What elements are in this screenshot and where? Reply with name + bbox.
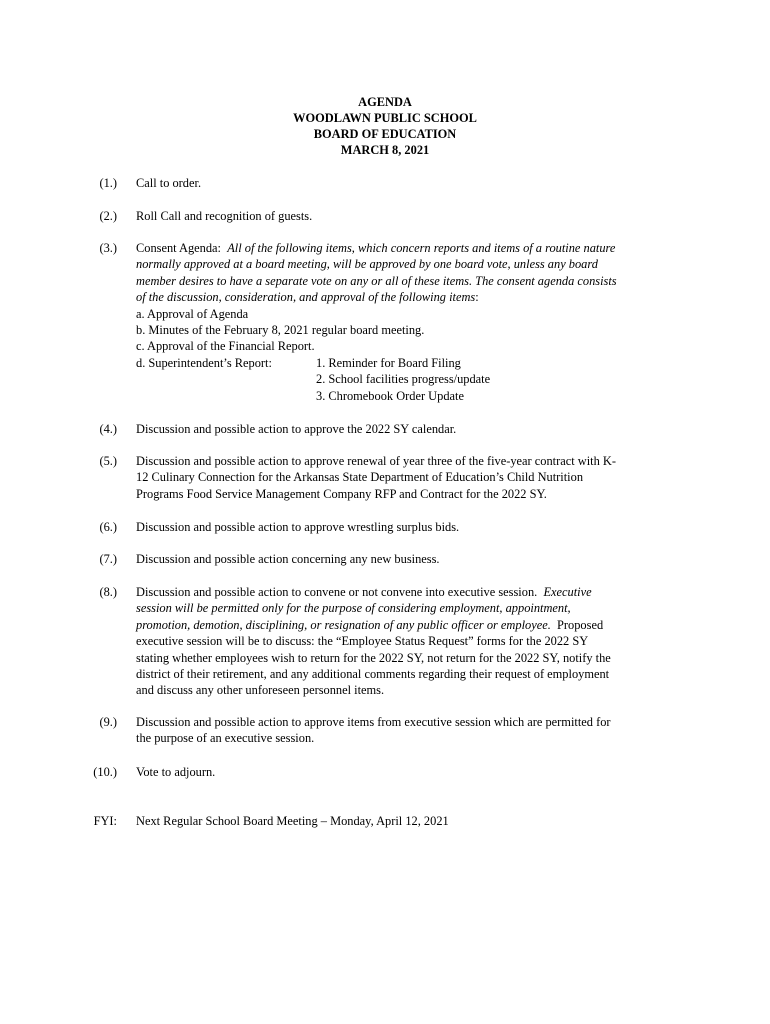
- item-text-line-3: Programs Food Service Management Company RFP and Contract for the 2022 SY.: [136, 486, 547, 501]
- meeting-date: MARCH 8, 2021: [340, 143, 430, 157]
- doc-title: AGENDA: [358, 95, 412, 109]
- consent-desc-2: normally approved at a board meeting, will be approved by one board vote, unless any board: [136, 257, 598, 272]
- fyi-label: FYI:: [93, 814, 117, 828]
- item-number: (3.): [99, 241, 117, 255]
- consent-item-d: [136, 355, 676, 404]
- agenda-header: [0, 94, 770, 158]
- consent-desc-1: All of the following items, which concern reports and items of a routine nature: [227, 241, 616, 255]
- consent-item-c: c. Approval of the Financial Report.: [136, 339, 315, 354]
- proposed-text: Proposed: [557, 617, 604, 632]
- item-text: Discussion and possible action to approve wrestling surplus bids.: [136, 520, 460, 534]
- consent-colon: :: [475, 290, 479, 305]
- consent-lead: Consent Agenda:: [136, 241, 222, 255]
- superintendent-report-label: d. Superintendent’s Report:: [136, 355, 272, 370]
- report-item-1: 1. Reminder for Board Filing: [316, 355, 461, 370]
- exec-note-line-3: promotion, demotion, disciplining, or resignation of any public officer or employee.: [136, 617, 551, 632]
- report-item-3: 3. Chromebook Order Update: [316, 388, 464, 403]
- item-text-line-1: Discussion and possible action to approve renewal of year three of the five-year contract with K-: [136, 454, 616, 468]
- item-number: (1.): [99, 176, 117, 190]
- item-text-line-2: 12 Culinary Connection for the Arkansas State Department of Education’s Child Nutrition: [136, 470, 584, 485]
- item-text: Discussion and possible action to approve the 2022 SY calendar.: [136, 422, 457, 436]
- item-number: (2.): [99, 209, 117, 223]
- item-text-line-1: Discussion and possible action to approve items from executive session which are permitted for: [136, 715, 611, 729]
- consent-item-b: b. Minutes of the February 8, 2021 regular board meeting.: [136, 323, 425, 338]
- school-name: WOODLAWN PUBLIC SCHOOL: [293, 111, 477, 125]
- item-number: (4.): [99, 422, 117, 436]
- item-text: Roll Call and recognition of guests.: [136, 209, 313, 223]
- next-meeting-text: Next Regular School Board Meeting – Monday, April 12, 2021: [136, 814, 449, 828]
- item-text-line-1: Discussion and possible action to convene or not convene into executive session.: [136, 585, 538, 599]
- item-text-line-7: and discuss any other unforeseen personnel items.: [136, 683, 385, 698]
- report-item-2: 2. School facilities progress/update: [316, 372, 491, 387]
- exec-note-line-2: session will be permitted only for the purpose of considering employment, appointment,: [136, 601, 571, 616]
- consent-item-a: a. Approval of Agenda: [136, 306, 249, 321]
- item-number: (8.): [99, 585, 117, 599]
- item-number: (7.): [99, 552, 117, 566]
- item-text-line-6: district of their retirement, and any additional comments regarding their request of employment: [136, 667, 610, 682]
- item-number: (5.): [99, 454, 117, 468]
- item-text-line-4: executive session will be to discuss: the “Employee Status Request” forms for the 2022 SY: [136, 634, 589, 649]
- item-text-line-5: stating whether employees wish to return for the 2022 SY, not return for the 2022 SY, notify the: [136, 650, 611, 665]
- item-text: Vote to adjourn.: [136, 765, 216, 779]
- item-text: Discussion and possible action concerning any new business.: [136, 552, 440, 566]
- consent-desc-4: of the discussion, consideration, and approval of the following items: [136, 290, 476, 305]
- item-number: (6.): [99, 520, 117, 534]
- exec-note-start: Executive: [543, 585, 592, 599]
- item-text-line-2: the purpose of an executive session.: [136, 731, 315, 746]
- board-name: BOARD OF EDUCATION: [313, 127, 457, 141]
- item-number: (10.): [93, 765, 117, 779]
- item-number: (9.): [99, 715, 117, 729]
- consent-desc-3: member desires to have a separate vote on any or all of these items. The consent agenda consists: [136, 273, 617, 288]
- consent-agenda: [136, 240, 676, 404]
- item-text: Call to order.: [136, 176, 202, 190]
